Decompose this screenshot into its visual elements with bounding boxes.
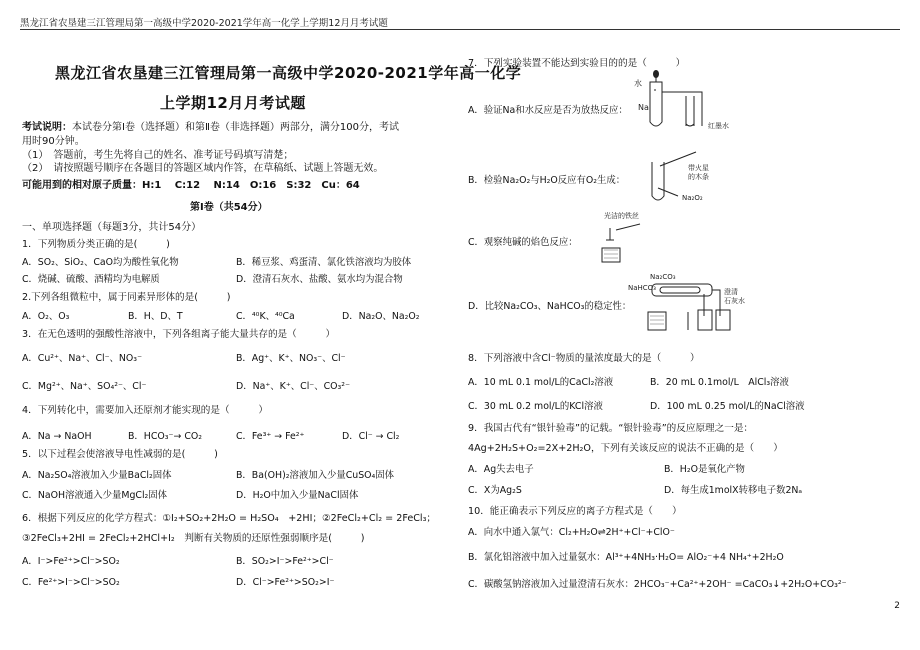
q8-option-a: A．10 mL 0.1 mol/L的CaCl₂溶液 <box>468 377 614 388</box>
fig-b-splint-label: 带火星 <box>688 164 709 172</box>
q5-option-c: C．NaOH溶液通入少量MgCl₂固体 <box>22 490 168 501</box>
q5-option-d: D．H₂O中加入少量NaCl固体 <box>236 490 359 501</box>
fig-d-na2co3-label: Na₂CO₃ <box>650 273 676 281</box>
q4-stem: 4．下列转化中，需要加入还原剂才能实现的是（ ） <box>22 405 268 416</box>
q4-option-a: A．Na → NaOH <box>22 431 92 442</box>
q3-option-b: B．Ag⁺、K⁺、NO₃⁻、Cl⁻ <box>236 353 346 364</box>
q9-option-b: B．H₂O是氧化产物 <box>664 464 745 475</box>
q4-option-d: D．Cl⁻ → Cl₂ <box>342 431 400 442</box>
notice-item-2: （2） 请按照题号顺序在各题目的答题区域内作答，在草稿纸、试题上答题无效。 <box>22 163 384 174</box>
page-number: 2 <box>894 601 900 611</box>
q5-stem: 5．以下过程会使溶液导电性减弱的是( ) <box>22 449 218 460</box>
section-1-title: 一、单项选择题（每题3分，共计54分） <box>22 222 202 233</box>
q1-option-b: B．稀豆浆、鸡蛋清、氯化铁溶液均为胶体 <box>236 257 412 268</box>
q5-option-a: A．Na₂SO₄溶液加入少量BaCl₂固体 <box>22 470 172 481</box>
q6-option-b: B．SO₂>I⁻>Fe²⁺>Cl⁻ <box>236 556 334 567</box>
apparatus-d-figure <box>628 270 758 336</box>
fig-c-wire-label: 光洁的铁丝 <box>604 212 639 220</box>
q10-option-a: A．向水中通入氯气：Cl₂+H₂O⇌2H⁺+Cl⁻+ClO⁻ <box>468 527 675 538</box>
exam-notice-label: 考试说明： <box>22 122 72 133</box>
q2-option-a: A．O₂、O₃ <box>22 311 70 322</box>
q9-option-a: A．Ag失去电子 <box>468 464 534 475</box>
q6-option-d: D．Cl⁻>Fe²⁺>SO₂>I⁻ <box>236 577 335 588</box>
exam-notice-text: 本试卷分第Ⅰ卷（选择题）和第Ⅱ卷（非选择题）两部分，满分100分，考试 <box>72 122 399 133</box>
exam-notice-line-1 <box>22 118 399 133</box>
q2-option-c: C．⁴⁰K、⁴⁰Ca <box>236 311 295 322</box>
q2-stem: 2.下列各组微粒中，属于同素异形体的是( ) <box>22 292 231 303</box>
q8-stem: 8．下列溶液中含Cl⁻物质的量浓度最大的是（ ） <box>468 353 700 364</box>
q7-option-c: C．观察纯碱的焰色反应： <box>468 237 578 248</box>
q6-stem-2: ③2FeCl₃+2HI = 2FeCl₂+2HCl+I₂ 判断有关物质的还原性强弱顺序是( ) <box>22 533 365 544</box>
q3-stem: 3．在无色透明的强酸性溶液中，下列各组离子能大量共存的是（ ） <box>22 329 336 340</box>
q1-option-d: D．澄清石灰水、盐酸、氨水均为混合物 <box>236 274 403 285</box>
fig-a-na-label: Na <box>638 103 649 112</box>
q10-stem: 10．能正确表示下列反应的离子方程式是（ ） <box>468 506 682 517</box>
q9-option-c: C．X为Ag₂S <box>468 485 522 496</box>
fig-a-ink-label: 红墨水 <box>708 122 729 130</box>
exam-notice-line-2: 用时90分钟。 <box>22 136 85 147</box>
q7-option-d: D．比较Na₂CO₃、NaHCO₃的稳定性： <box>468 301 632 312</box>
apparatus-a-figure <box>628 66 748 136</box>
q1-option-c: C．烧碱、硫酸、酒精均为电解质 <box>22 274 160 285</box>
q8-option-c: C．30 mL 0.2 mol/L的KCl溶液 <box>468 401 603 412</box>
apparatus-c-figure <box>596 210 686 266</box>
title-line-2: 上学期12月月考试题 <box>160 94 306 112</box>
fig-d-nahco3-label: NaHCO₃ <box>628 284 656 292</box>
q9-option-d: D．每生成1molX转移电子数2Nₐ <box>664 485 803 496</box>
apparatus-b-figure <box>634 148 734 208</box>
q1-stem: 1．下列物质分类正确的是( ) <box>22 239 170 250</box>
q3-option-a: A．Cu²⁺、Na⁺、Cl⁻、NO₃⁻ <box>22 353 143 364</box>
q7-option-a: A．验证Na和水反应是否为放热反应： <box>468 105 628 116</box>
q3-option-d: D．Na⁺、K⁺、Cl⁻、CO₃²⁻ <box>236 381 351 392</box>
q4-option-b: B．HCO₃⁻→ CO₂ <box>128 431 203 442</box>
q6-option-a: A．I⁻>Fe²⁺>Cl⁻>SO₂ <box>22 556 120 567</box>
q10-option-b: B．氯化铝溶液中加入过量氨水：Al³⁺+4NH₃·H₂O= AlO₂⁻+4 NH₄⁺+2H₂O <box>468 552 784 563</box>
q6-stem-1: 6．根据下列反应的化学方程式：①I₂+SO₂+2H₂O = H₂SO₄ +2HI；②2FeCl₂+Cl₂ = 2FeCl₃； <box>22 513 437 524</box>
q7-option-b: B．检验Na₂O₂与H₂O反应有O₂生成： <box>468 175 626 186</box>
q8-option-b: B．20 mL 0.1mol/L AlCl₃溶液 <box>650 377 789 388</box>
fig-b-splint-label-2: 的木条 <box>688 173 709 181</box>
fig-b-na2o2-label: Na₂O₂ <box>682 194 703 202</box>
notice-item-1: （1） 答题前，考生先将自己的姓名、准考证号码填写清楚； <box>22 150 294 161</box>
running-header: 黑龙江省农垦建三江管理局第一高级中学2020-2021学年高一化学上学期12月月考试题 <box>20 18 388 29</box>
q8-option-d: D．100 mL 0.25 mol/L的NaCl溶液 <box>650 401 805 412</box>
q9-stem-1: 9．我国古代有“银针验毒”的记载。“银针验毒”的反应原理之一是： <box>468 423 754 434</box>
fig-d-lime-label-2: 石灰水 <box>724 297 745 305</box>
q7-stem: 7．下列实验装置不能达到实验目的的是（ ） <box>468 58 686 69</box>
part-1-title: 第Ⅰ卷（共54分） <box>190 202 268 213</box>
atomic-masses: 可能用到的相对原子质量：H:1 C:12 N:14 O:16 S:32 Cu：64 <box>22 180 360 191</box>
fig-a-water-label: 水 <box>634 79 642 88</box>
title-line-1: 黑龙江省农垦建三江管理局第一高级中学2020-2021学年高一化学 <box>55 64 522 82</box>
q6-option-c: C．Fe²⁺>I⁻>Cl⁻>SO₂ <box>22 577 120 588</box>
header-rule <box>20 29 900 30</box>
q3-option-c: C．Mg²⁺、Na⁺、SO₄²⁻、Cl⁻ <box>22 381 147 392</box>
q1-option-a: A．SO₂、SiO₂、CaO均为酸性氧化物 <box>22 257 179 268</box>
fig-d-lime-label: 澄清 <box>724 288 738 296</box>
q9-stem-2: 4Ag+2H₂S+O₂=2X+2H₂O，下列有关该反应的说法不正确的是（ ） <box>468 443 783 454</box>
q10-option-c: C．碳酸氢钠溶液加入过量澄清石灰水：2HCO₃⁻+Ca²⁺+2OH⁻ =CaCO₃↓+2H₂O+CO₃²⁻ <box>468 579 847 590</box>
q4-option-c: C．Fe³⁺ → Fe²⁺ <box>236 431 305 442</box>
q2-option-b: B．H、D、T <box>128 311 183 322</box>
q5-option-b: B．Ba(OH)₂溶液加入少量CuSO₄固体 <box>236 470 395 481</box>
q2-option-d: D．Na₂O、Na₂O₂ <box>342 311 420 322</box>
